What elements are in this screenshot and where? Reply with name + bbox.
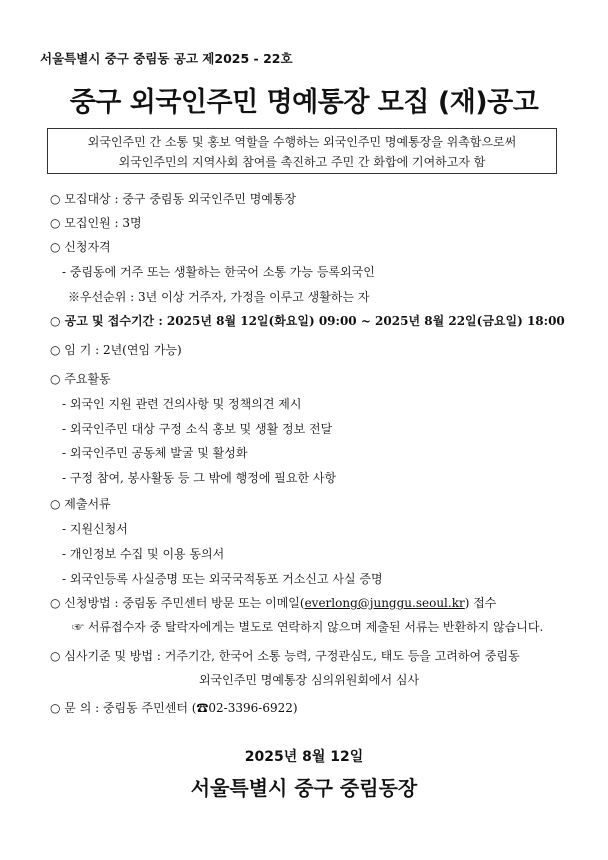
recruit-target: ○ 모집대상 : 중구 중림동 외국인주민 명예통장 <box>50 192 297 206</box>
qualification-item: - 중림동에 거주 또는 생활하는 한국어 소통 가능 등록외국인 <box>62 265 375 279</box>
email-link[interactable]: everlong@junggu.seoul.kr <box>304 596 465 610</box>
application-method <box>50 595 496 611</box>
page-title: 중구 외국인주민 명예통장 모집 (재)공고 <box>69 87 539 118</box>
qualification-heading: ○ 신청자격 <box>50 240 111 254</box>
application-method-prefix: ○ 신청방법 : 중림동 주민센터 방문 또는 이메일( <box>50 596 305 610</box>
duties-heading: ○ 주요활동 <box>50 372 111 386</box>
intro-line-2: 외국인주민의 지역사회 참여를 촉진하고 주민 간 화합에 기여하고자 함 <box>118 155 486 169</box>
application-note: ☞ 서류접수자 중 탈락자에게는 별도로 연락하지 않으며 제출된 서류는 반환하지 않습니다. <box>72 620 544 634</box>
intro-box <box>47 128 557 174</box>
duty-item-3: - 외국인주민 공동체 발굴 및 활성화 <box>62 446 248 460</box>
term: ○ 임 기 : 2년(연임 가능) <box>50 343 182 357</box>
recruit-count: ○ 모집인원 : 3명 <box>50 216 142 230</box>
application-period: ○ 공고 및 접수기간 : 2025년 8월 12일(화요일) 09:00 ~ 2025년 8월 22일(금요일) 18:00 <box>50 314 565 328</box>
documents-heading: ○ 제출서류 <box>50 497 111 511</box>
issuer: 서울특별시 중구 중림동장 <box>190 776 418 800</box>
notice-number: 서울특별시 중구 중림동 공고 제2025 - 22호 <box>40 51 293 66</box>
duty-item-1: - 외국인 지원 관련 건의사항 및 정책의견 제시 <box>62 397 302 411</box>
document-item-2: - 개인정보 수집 및 이용 동의서 <box>62 547 225 561</box>
review-criteria-line-2: 외국인주민 명예통장 심의위원회에서 심사 <box>199 673 420 687</box>
review-criteria-line-1: ○ 심사기준 및 방법 : 거주기간, 한국어 소통 능력, 구정관심도, 태도 등을 고려하여 중림동 <box>50 649 520 663</box>
document-item-1: - 지원신청서 <box>62 522 128 536</box>
duty-item-2: - 외국인주민 대상 구정 소식 홍보 및 생활 정보 전달 <box>62 422 333 436</box>
intro-line-1: 외국인주민 간 소통 및 홍보 역할을 수행하는 외국인주민 명예통장을 위촉함으로써 <box>87 135 517 149</box>
notice-date: 2025년 8월 12일 <box>244 749 364 765</box>
application-method-suffix: ) 접수 <box>464 596 497 610</box>
qualification-priority: ※우선순위 : 3년 이상 거주자, 가정을 이루고 생활하는 자 <box>68 290 370 304</box>
contact: ○ 문 의 : 중림동 주민센터 (☎02-3396-6922) <box>50 701 298 715</box>
duty-item-4: - 구정 참여, 봉사활동 등 그 밖에 행정에 필요한 사항 <box>62 471 337 485</box>
document-item-3: - 외국인등록 사실증명 또는 외국국적동포 거소신고 사실 증명 <box>62 572 383 586</box>
